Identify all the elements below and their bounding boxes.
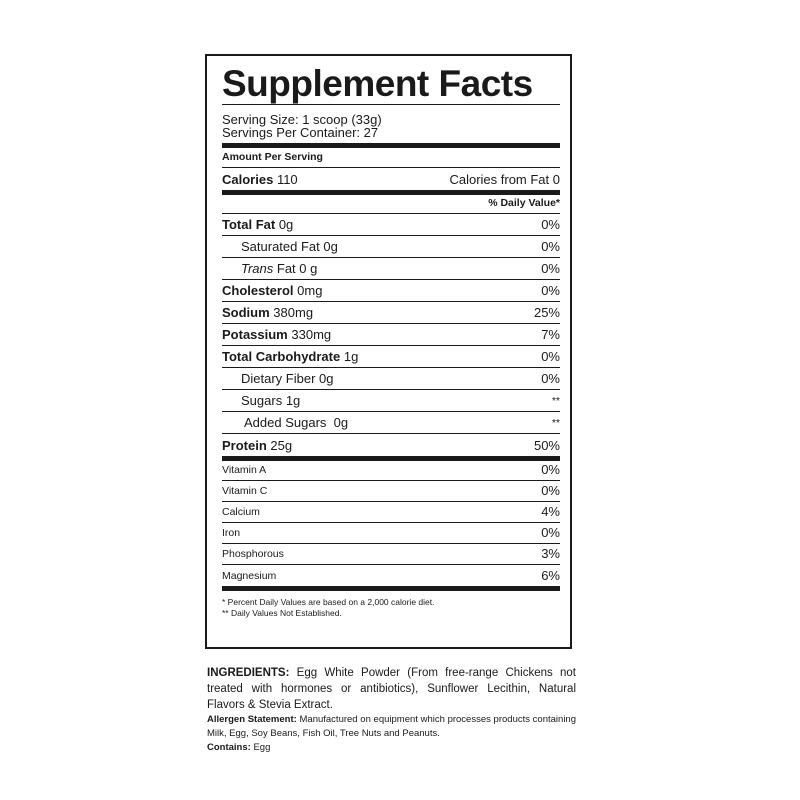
nutrient-row-total-fat: Total Fat 0g 0%	[222, 214, 560, 236]
ingredients-text: INGREDIENTS: Egg White Powder (From free-range Chickens not treated with hormones or antibiotics), Sunflower Lecithin, Natural Flavors & Stevia Extract.	[207, 667, 576, 711]
nutrient-row-sodium: Sodium 380mg 25%	[222, 302, 560, 324]
nutrient-row-total-carbohydrate: Total Carbohydrate 1g 0%	[222, 346, 560, 368]
serving-size: Serving Size: 1 scoop (33g)	[222, 112, 382, 127]
mineral-row-iron: Iron 0%	[222, 523, 560, 544]
daily-value-header-row: % Daily Value*	[222, 195, 560, 214]
mineral-row-magnesium: Magnesium 6%	[222, 568, 560, 583]
allergen-statement: Allergen Statement: Manufactured on equipment which processes products containing Milk, Egg, Soy Beans, Fish Oil, Tree Nuts and Peanuts.	[207, 714, 576, 739]
vitamin-row-a: Vitamin A 0%	[222, 461, 560, 481]
panel-title: Supplement Facts	[222, 63, 533, 104]
servings-per-container: Servings Per Container: 27	[222, 125, 379, 140]
nutrient-row-dietary-fiber: Dietary Fiber 0g 0%	[222, 368, 560, 390]
calories-row: Calories 110 Calories from Fat 0	[222, 172, 560, 187]
nutrient-row-sugars: Sugars 1g **	[222, 390, 560, 412]
serving-info	[222, 105, 560, 143]
vitamin-row-c: Vitamin C 0%	[222, 481, 560, 502]
nutrient-row-saturated-fat: Saturated Fat 0g 0%	[222, 236, 560, 258]
footnotes	[222, 591, 560, 619]
contains-statement: Contains: Egg	[207, 742, 271, 753]
ingredients-section	[207, 665, 576, 755]
footnote-daily-values: * Percent Daily Values are based on a 2,000 calorie diet.	[222, 597, 435, 607]
mineral-row-calcium: Calcium 4%	[222, 502, 560, 523]
amount-per-serving-row: Amount Per Serving	[222, 148, 560, 168]
calories-from-fat: Calories from Fat 0	[449, 172, 560, 187]
footnote-not-established: ** Daily Values Not Established.	[222, 608, 342, 618]
nutrient-row-added-sugars: Added Sugars 0g **	[222, 412, 560, 434]
nutrient-row-trans-fat: Trans Fat 0 g 0%	[222, 258, 560, 280]
nutrient-row-potassium: Potassium 330mg 7%	[222, 324, 560, 346]
nutrient-row-cholesterol: Cholesterol 0mg 0%	[222, 280, 560, 302]
nutrient-row-protein: Protein 25g 50%	[222, 438, 560, 453]
supplement-facts-panel	[205, 54, 572, 649]
mineral-row-phosphorous: Phosphorous 3%	[222, 544, 560, 565]
